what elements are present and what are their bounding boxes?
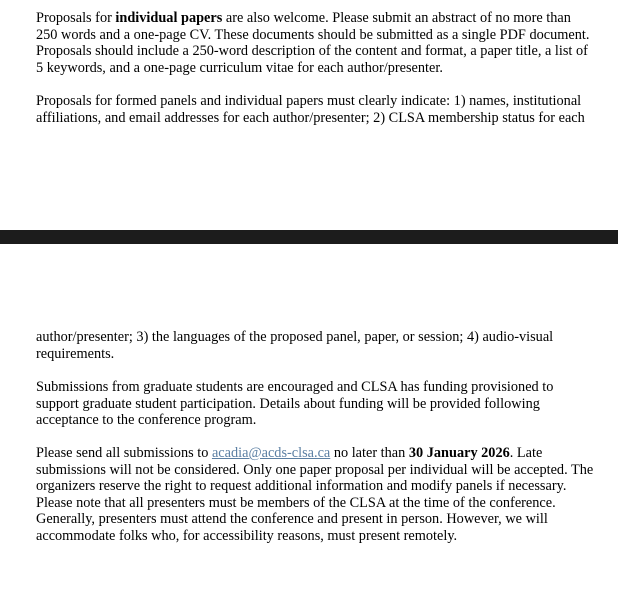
text-line: Proposals for individual papers are also welcome. Please submit an abstract of no more than <box>36 10 571 26</box>
paragraph-graduate-students <box>36 379 612 429</box>
text-line: submissions will not be considered. Only one paper proposal per individual will be accepted. The <box>36 461 594 478</box>
text-line: Generally, presenters must attend the conference and present in person. However, we will <box>36 511 548 528</box>
text-line: Please note that all presenters must be members of the CLSA at the time of the conference. <box>36 494 556 511</box>
paragraph-individual-papers <box>36 10 612 76</box>
page-break-divider <box>0 230 618 244</box>
paragraph-proposal-requirements <box>36 93 612 126</box>
text-line: Proposals for formed panels and individual papers must clearly indicate: 1) names, institutional <box>36 93 582 109</box>
text-line: accommodate folks who, for accessibility reasons, must present remotely. <box>36 527 458 544</box>
text-line: acceptance to the conference program. <box>36 412 257 429</box>
deadline-date: 30 January 2026 <box>408 445 510 461</box>
paragraph-submission-details <box>36 445 612 545</box>
bold-term: individual papers <box>115 10 223 26</box>
paragraph-proposal-requirements-continued <box>36 329 612 362</box>
text-line: Proposals should include a 250-word description of the content and format, a paper title, a list of <box>36 43 588 60</box>
text-line: author/presenter; 3) the languages of the proposed panel, paper, or session; 4) audio-visual <box>36 329 554 345</box>
text-line: 5 keywords, and a one-page curriculum vitae for each author/presenter. <box>36 59 443 76</box>
document-page-top <box>0 0 618 230</box>
document-page-bottom <box>0 244 618 604</box>
text-line: Please send all submissions to acadia@acds-clsa.ca no later than 30 January 2026. Late <box>36 445 543 461</box>
text-line: organizers reserve the right to request additional information and modify panels if necessary. <box>36 478 567 495</box>
text-line: support graduate student participation. Details about funding will be provided following <box>36 395 540 412</box>
text-line: requirements. <box>36 345 115 362</box>
text-line: affiliations, and email addresses for each author/presenter; 2) CLSA membership status for each <box>36 109 585 126</box>
email-link[interactable]: acadia@acds-clsa.ca <box>211 445 331 461</box>
text-line: Submissions from graduate students are encouraged and CLSA has funding provisioned to <box>36 379 554 395</box>
text-line: 250 words and a one-page CV. These documents should be submitted as a single PDF document. <box>36 26 590 43</box>
